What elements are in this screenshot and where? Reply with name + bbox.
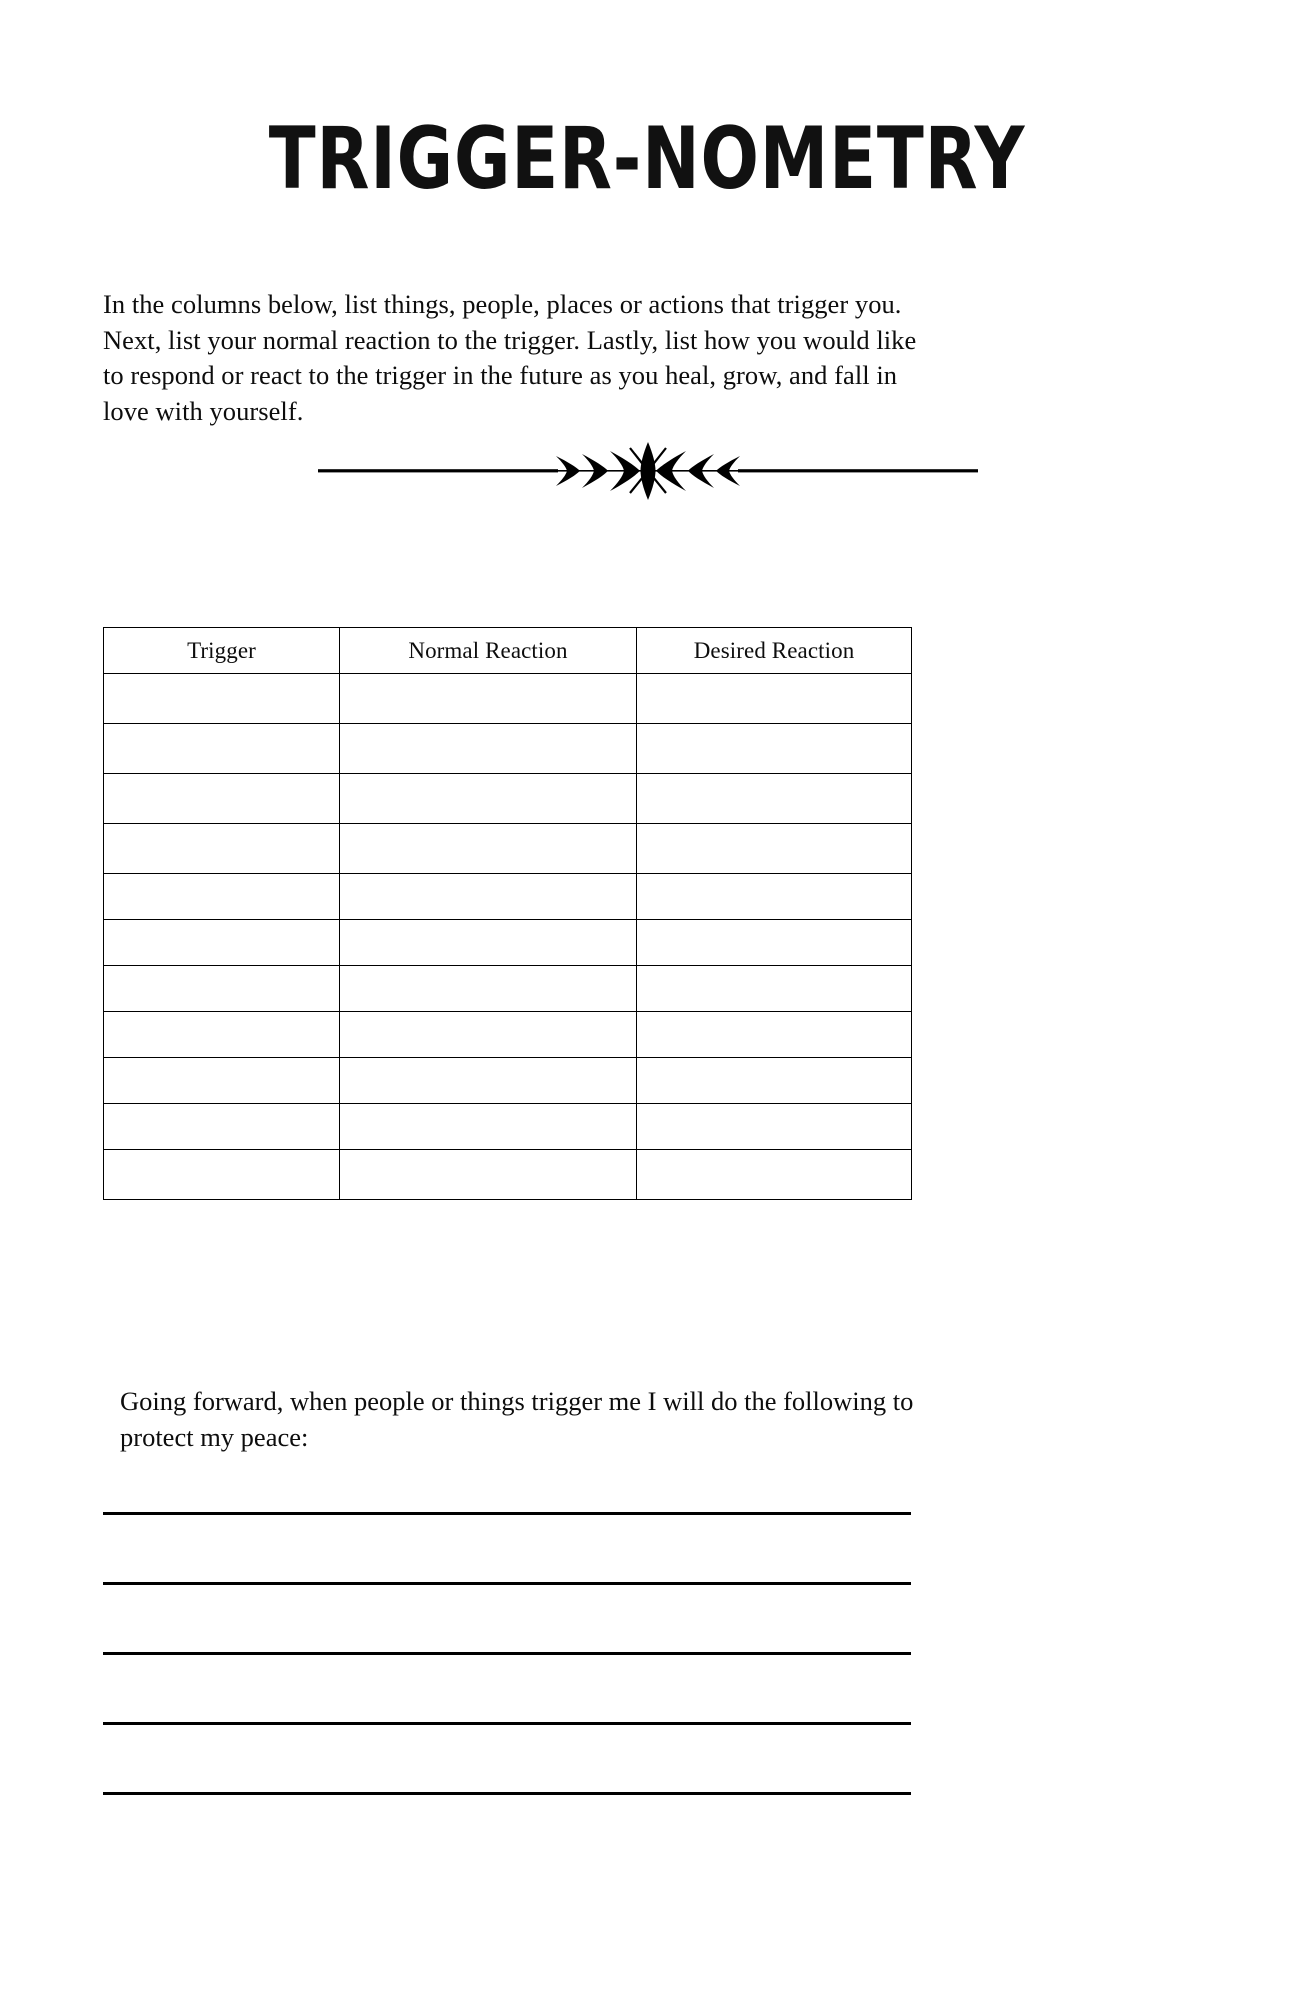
cell-trigger[interactable] <box>104 824 340 874</box>
laurel-leaf-ornament-divider-icon <box>318 440 978 502</box>
table-row <box>104 674 912 724</box>
cell-trigger[interactable] <box>104 920 340 966</box>
cell-trigger[interactable] <box>104 874 340 920</box>
writing-line[interactable] <box>103 1722 911 1725</box>
cell-trigger[interactable] <box>104 674 340 724</box>
table-header-row <box>104 628 912 674</box>
cell-desired-reaction[interactable] <box>637 966 912 1012</box>
cell-normal-reaction[interactable] <box>340 1058 637 1104</box>
cell-desired-reaction[interactable] <box>637 874 912 920</box>
table-row <box>104 874 912 920</box>
cell-normal-reaction[interactable] <box>340 724 637 774</box>
column-header-normal-reaction: Normal Reaction <box>340 628 637 674</box>
cell-normal-reaction[interactable] <box>340 920 637 966</box>
page-title: TRIGGER-NOMETRY <box>268 109 1026 209</box>
cell-trigger[interactable] <box>104 724 340 774</box>
cell-desired-reaction[interactable] <box>637 674 912 724</box>
table-row <box>104 824 912 874</box>
table-row <box>104 920 912 966</box>
table-row <box>104 1150 912 1200</box>
column-header-trigger: Trigger <box>104 628 340 674</box>
table-row <box>104 1012 912 1058</box>
cell-desired-reaction[interactable] <box>637 1058 912 1104</box>
cell-trigger[interactable] <box>104 1012 340 1058</box>
cell-desired-reaction[interactable] <box>637 1012 912 1058</box>
cell-normal-reaction[interactable] <box>340 966 637 1012</box>
cell-trigger[interactable] <box>104 1150 340 1200</box>
reflection-prompt: Going forward, when people or things trigger me I will do the following to protect my peace: <box>120 1386 914 1452</box>
cell-normal-reaction[interactable] <box>340 1012 637 1058</box>
writing-line[interactable] <box>103 1582 911 1585</box>
column-header-desired-reaction: Desired Reaction <box>637 628 912 674</box>
cell-normal-reaction[interactable] <box>340 774 637 824</box>
intro-paragraph: In the columns below, list things, people, places or actions that trigger you. Next, list your normal reaction to the trigger. Lastly, list how you would like to respond or react to the trigger in the future as you heal, grow, and fall in love with yourself. <box>103 289 917 426</box>
writing-line[interactable] <box>103 1512 911 1515</box>
table-row <box>104 966 912 1012</box>
cell-desired-reaction[interactable] <box>637 774 912 824</box>
cell-desired-reaction[interactable] <box>637 724 912 774</box>
cell-desired-reaction[interactable] <box>637 1150 912 1200</box>
writing-line[interactable] <box>103 1652 911 1655</box>
reflection-writing-lines <box>103 1512 911 1795</box>
cell-desired-reaction[interactable] <box>637 824 912 874</box>
cell-normal-reaction[interactable] <box>340 1150 637 1200</box>
trigger-table <box>103 627 912 1200</box>
cell-normal-reaction[interactable] <box>340 1104 637 1150</box>
cell-normal-reaction[interactable] <box>340 824 637 874</box>
table-row <box>104 1058 912 1104</box>
cell-normal-reaction[interactable] <box>340 674 637 724</box>
table-row <box>104 724 912 774</box>
cell-trigger[interactable] <box>104 1104 340 1150</box>
cell-desired-reaction[interactable] <box>637 1104 912 1150</box>
table-row <box>104 774 912 824</box>
cell-trigger[interactable] <box>104 774 340 824</box>
cell-normal-reaction[interactable] <box>340 874 637 920</box>
writing-line[interactable] <box>103 1792 911 1795</box>
cell-trigger[interactable] <box>104 966 340 1012</box>
table-row <box>104 1104 912 1150</box>
cell-trigger[interactable] <box>104 1058 340 1104</box>
cell-desired-reaction[interactable] <box>637 920 912 966</box>
